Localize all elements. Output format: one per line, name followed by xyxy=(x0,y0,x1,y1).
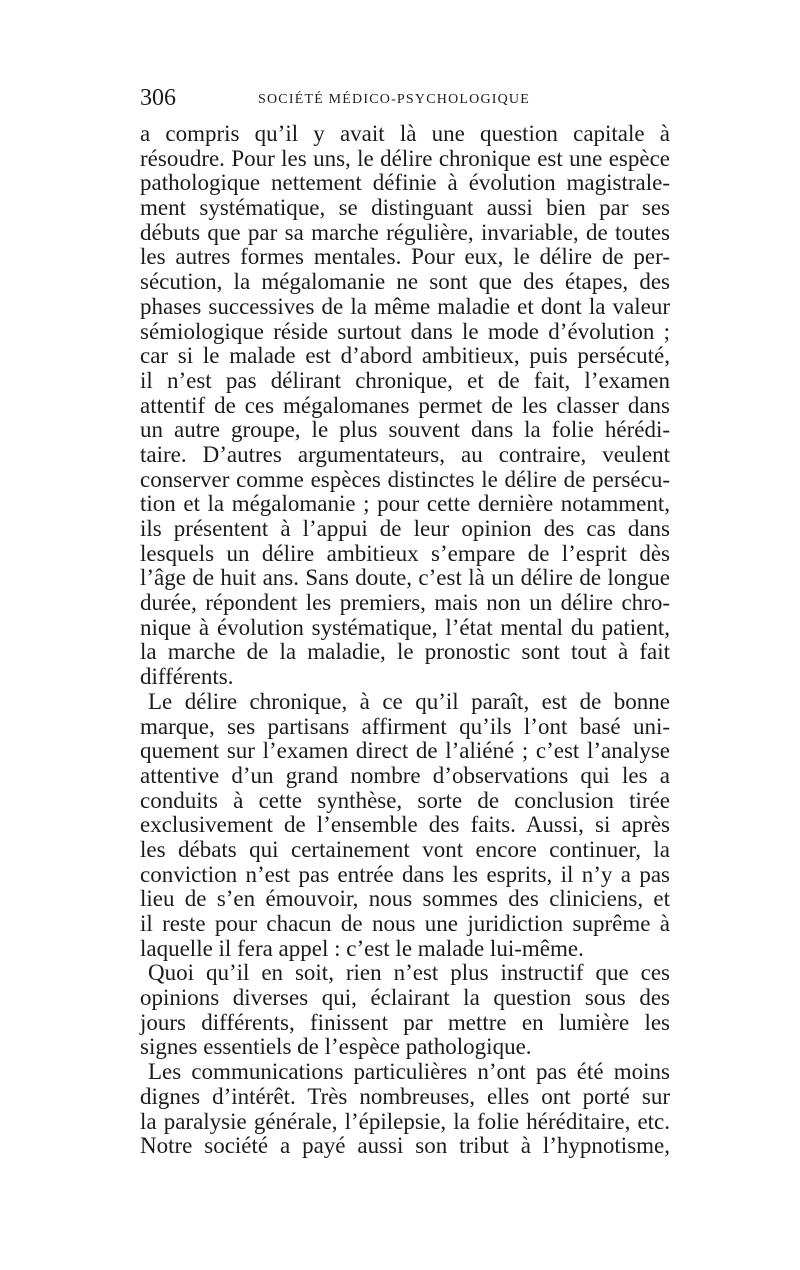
text-line: tion et la mégalomanie ; pour cette dernière notamment, xyxy=(140,491,670,517)
text-line: la marche de la maladie, le pronostic sont tout à fait xyxy=(140,639,670,665)
text-line: dignes d’intérêt. Très nombreuses, elles ont porté sur xyxy=(140,1083,670,1109)
text-line: attentif de ces mégalomanes permet de les classer dans xyxy=(140,392,670,418)
text-line: sémiologique réside surtout dans le mode d’évolution ; xyxy=(140,318,670,344)
paragraph-first-line: Le délire chronique, à ce qu’il paraît, est de bonne xyxy=(148,688,670,714)
text-line: pathologique nettement définie à évolution magistrale- xyxy=(140,170,670,196)
text-line: taire. D’autres argumentateurs, au contraire, veulent xyxy=(140,441,670,467)
page-number: 306 xyxy=(140,85,176,111)
text-line: attentive d’un grand nombre d’observations qui les a xyxy=(140,762,670,788)
text-line: marque, ses partisans affirment qu’ils l’ont basé uni- xyxy=(140,713,670,739)
paragraph-end-line: différents. xyxy=(140,664,234,690)
text-line: les débats qui certainement vont encore continuer, la xyxy=(140,836,670,862)
running-head xyxy=(140,84,670,114)
text-line: les autres formes mentales. Pour eux, le délire de per- xyxy=(140,244,670,270)
text-line: durée, répondent les premiers, mais non un délire chro- xyxy=(140,590,670,616)
text-line: opinions diverses qui, éclairant la question sous des xyxy=(140,985,670,1011)
text-line: conduits à cette synthèse, sorte de conclusion tirée xyxy=(140,787,670,813)
text-line: conserver comme espèces distinctes le délire de persécu- xyxy=(140,466,670,492)
text-line: ils présentent à l’appui de leur opinion des cas dans xyxy=(140,516,670,541)
text-line: la paralysie générale, l’épilepsie, la folie héréditaire, etc. xyxy=(140,1108,670,1134)
paragraph-end-line: signes essentiels de l’espèce pathologique. xyxy=(140,1034,532,1060)
book-page xyxy=(140,84,670,1159)
text-line: conviction n’est pas entrée dans les esprits, il n’y a pas xyxy=(140,861,670,887)
text-line: il n’est pas délirant chronique, et de fait, l’examen xyxy=(140,367,670,393)
text-line: exclusivement de l’ensemble des faits. Aussi, si après xyxy=(140,812,670,838)
text-line: résoudre. Pour les uns, le délire chronique est une espèce xyxy=(140,145,670,171)
paragraph-first-line: Quoi qu’il en soit, rien n’est plus instructif que ces xyxy=(148,960,670,986)
text-line: il reste pour chacun de nous une juridiction suprême à xyxy=(140,911,670,936)
text-line: jours différents, finissent par mettre en lumière les xyxy=(140,1009,670,1035)
text-line: l’âge de huit ans. Sans doute, c’est là un délire de longue xyxy=(140,565,670,591)
text-line: nique à évolution systématique, l’état mental du patient, xyxy=(140,614,670,640)
text-line: débuts que par sa marche régulière, invariable, de toutes xyxy=(140,219,670,245)
text-line: ment systématique, se distinguant aussi bien par ses xyxy=(140,195,670,221)
text-line: lesquels un délire ambitieux s’empare de l’esprit dès xyxy=(140,540,670,566)
paragraph-end-line: laquelle il fera appel : c’est le malade lui-même. xyxy=(140,935,584,961)
text-line: quement sur l’examen direct de l’aliéné ; c’est l’analyse xyxy=(140,738,670,764)
text-line: un autre groupe, le plus souvent dans la folie hérédi- xyxy=(140,417,670,443)
body-text xyxy=(140,122,670,1159)
paragraph-first-line: Les communications particulières n’ont pas été moins xyxy=(148,1059,670,1085)
text-line: sécution, la mégalomanie ne sont que des étapes, des xyxy=(140,269,670,295)
text-line: lieu de s’en émouvoir, nous sommes des cliniciens, et xyxy=(140,886,670,912)
text-line: car si le malade est d’abord ambitieux, puis persécuté, xyxy=(140,343,670,369)
text-line: Notre société a payé aussi son tribut à l’hypnotisme, xyxy=(140,1133,670,1159)
running-title: SOCIÉTÉ MÉDICO-PSYCHOLOGIQUE xyxy=(258,92,530,107)
text-line: phases successives de la même maladie et dont la valeur xyxy=(140,293,670,319)
text-line: a compris qu’il y avait là une question capitale à xyxy=(140,121,670,146)
